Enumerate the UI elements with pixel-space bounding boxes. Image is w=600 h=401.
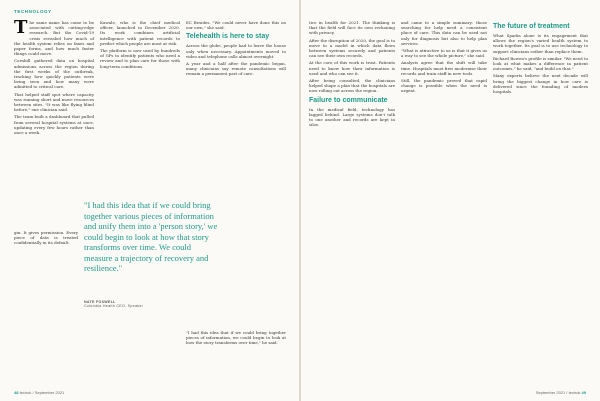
- left-column-1-continued: [14, 230, 78, 380]
- paragraph: The same name has come to be associated with cutting-edge research. But the Covid-19 crisis revealed how much of the health system relies on faxes and paper forms, and how much faster things could move.: [14, 17, 94, 57]
- paragraph: After being consulted, the clinicians helped shape a plan that the hospitals are now rolling out across the region.: [309, 78, 395, 94]
- quote-role: Columbia Health CEO, Speaker: [84, 304, 144, 308]
- paragraph: Still, the pandemic proved that rapid change is possible when the need is urgent.: [401, 78, 487, 94]
- paragraph: The platform is now used by hundreds of GPs to identify patients who need a review and to plan care for those with long-term conditions.: [100, 48, 180, 69]
- right-column-1: [309, 20, 395, 380]
- paragraph: What Sparks alone is its engagement that allows the region's varied health system to work together. Its goal is to use technology to support clinicians rather than replace them.: [493, 33, 588, 54]
- pull-quote-attribution: [84, 300, 220, 308]
- right-page: [301, 0, 600, 401]
- paragraph: tice in health for 2021. The thinking is that the field will face its own reckoning with privacy.: [309, 20, 395, 36]
- paragraph: A year and a half after the pandemic began, many clinicians say remote consultations will remain a permanent part of care.: [186, 61, 286, 77]
- paragraph: and came to a simple summary: those searching for help need a consistent place of care. This data can be used not only for diagnosis but also to help plan services.: [401, 20, 487, 46]
- publication-left: techuk / September 2021: [19, 390, 65, 395]
- left-page: [0, 0, 299, 401]
- subhead-telehealth: Telehealth is here to stay: [186, 33, 270, 41]
- paragraph: In the medical field, technology has lagged behind. Large systems don't talk to one another and records are kept in silos.: [309, 106, 395, 128]
- paragraph: Across the globe, people had to leave the house only when necessary. Appointments moved to video and telephone calls almost overnight.: [186, 43, 286, 59]
- section-tag: TECHNOLOGY: [14, 9, 52, 14]
- paragraph: The team built a dashboard that pulled from several hospital systems at once, updating every few hours rather than once a week.: [14, 114, 94, 136]
- publication-right: September 2021 / techuk: [535, 390, 581, 395]
- paragraph: gin. It gives permission. Every piece of data is treated confidentially in its default.: [14, 230, 78, 246]
- paragraph: That helped staff spot where capacity was running short and move resources between sites. "It was like flying blind before," one clinician said.: [14, 91, 94, 113]
- right-footer: [536, 390, 586, 395]
- paragraph: Cornhill gathered data on hospital admissions across the region during the first weeks of the outbreak, tracking how quickly patients were being seen and how many were admitted to critical care.: [14, 58, 94, 90]
- paragraph: Analysts agree that the shift will take time. Hospitals must first modernise their records and train staff in new tools.: [401, 60, 487, 76]
- page-number-right: 49: [581, 390, 586, 395]
- subhead-future: The future of treatment: [493, 23, 570, 30]
- paragraph: Kawale, who is the chief medical officer, launched in December 2020. Its work combines artificial intelligence with patient records to predict which people are most at risk.: [100, 20, 180, 46]
- page-number-left: 48: [14, 390, 19, 395]
- left-column-3-bottom: [186, 330, 286, 380]
- left-column-3: [186, 20, 286, 190]
- pull-quote: "I had this idea that if we could bring together various pieces of information and unify them into a 'person story,' we could begin to look at how that story transforms over time. We could measure a trajectory of recovery and resilience.": [84, 200, 218, 273]
- paragraph: "I had this idea that if we could bring together pieces of information, we could begin to look at how the story transforms over time," he said.: [186, 330, 286, 346]
- left-footer: [14, 390, 64, 395]
- paragraph: At the core of this work is trust. Patients need to know how their information is used and who can see it.: [309, 60, 395, 76]
- paragraph: EC Besides. "We could never have done this on our own," she said.: [186, 20, 286, 31]
- paragraph: "What is attractive to us is that it gives us a way to see the whole picture," she said.: [401, 48, 487, 59]
- right-column-3: [493, 20, 588, 380]
- drop-cap: T: [14, 17, 28, 38]
- subhead-failure: Failure to communicate: [309, 96, 388, 104]
- paragraph: After the disruption of 2020, the goal is to move to a model in which data flows between systems securely and patients can see their own records.: [309, 37, 395, 59]
- paragraph: Many experts believe the next decade will bring the biggest change in how care is delivered since the founding of modern hospitals.: [493, 73, 588, 95]
- paragraph: Richard Bowen's profile is similar. "We need to look at what makes a difference in patient outcomes," he said, "and build on that.": [493, 55, 588, 72]
- left-column-1: [14, 17, 94, 137]
- left-column-2: [100, 20, 180, 190]
- quote-name: NATE FOXWELL: [84, 300, 116, 304]
- right-column-2: [401, 20, 487, 380]
